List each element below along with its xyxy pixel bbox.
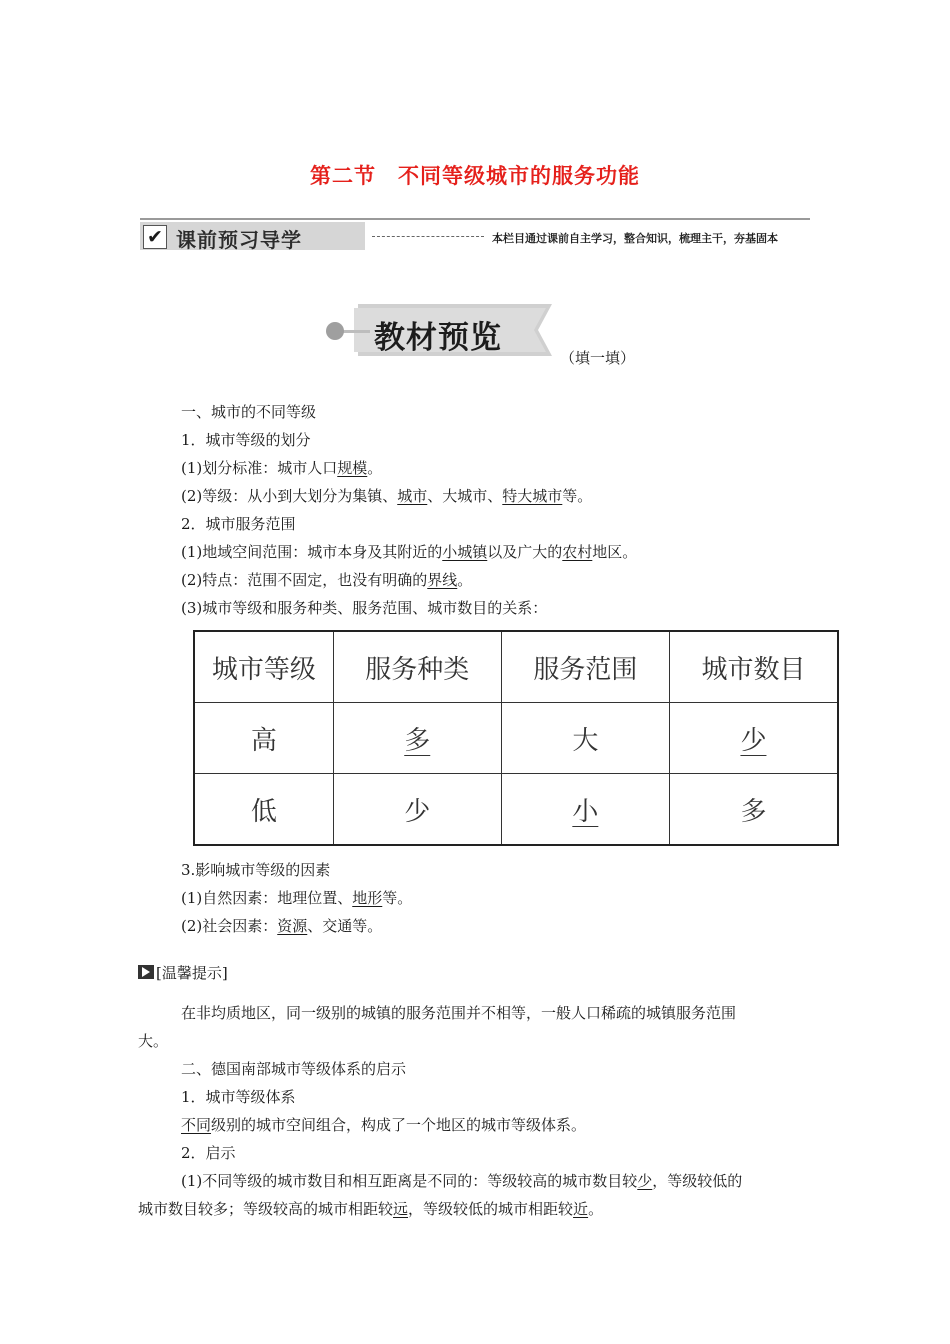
answer-blank: 城市: [397, 487, 428, 505]
answer-blank: 多: [404, 725, 431, 756]
table-header-cell: 服务种类: [333, 631, 501, 703]
tip-text: 大。: [138, 1032, 169, 1050]
text-line: (2)特点：范围不固定，也没有明确的界线。: [181, 571, 473, 589]
banner-label: 课前预习导学: [176, 228, 302, 252]
text-line: (3)城市等级和服务种类、服务范围、城市数目的关系：: [181, 599, 548, 617]
table-row: [194, 774, 838, 846]
answer-blank: 近: [573, 1200, 589, 1218]
table-cell: 大: [501, 703, 669, 774]
tip-label: [温馨提示]: [156, 964, 228, 982]
heading-1: 一、城市的不同等级: [181, 403, 317, 421]
check-icon: ✔: [143, 225, 167, 249]
banner-rule: [140, 218, 810, 220]
text-line: 不同级别的城市空间组合，构成了一个地区的城市等级体系。: [181, 1116, 587, 1134]
table-cell: 少: [333, 774, 501, 846]
answer-blank: 不同: [181, 1116, 212, 1134]
answer-blank: 小城镇: [442, 543, 488, 561]
play-icon-triangle: [142, 967, 150, 977]
table-cell: 低: [194, 774, 333, 846]
answer-blank: 特大城市: [502, 487, 563, 505]
answer-blank: 远: [393, 1200, 409, 1218]
text-line: 城市数目较多；等级较高的城市相距较远，等级较低的城市相距较近。: [138, 1200, 604, 1218]
section-badge-label: 教材预览: [374, 320, 502, 356]
badge-dot-icon: [326, 322, 344, 340]
text-line: (1)自然因素：地理位置、地形等。: [181, 889, 413, 907]
city-grade-table: [193, 630, 839, 846]
table-cell: 多: [669, 774, 838, 846]
answer-blank: 规模: [337, 459, 368, 477]
answer-blank: 资源: [277, 917, 308, 935]
section-badge-sub: （填一填）: [560, 349, 636, 367]
text-line: (1)划分标准：城市人口规模。: [181, 459, 383, 477]
text-line: (2)等级：从小到大划分为集镇、城市、大城市、特大城市等。: [181, 487, 593, 505]
table-header-row: [194, 631, 838, 703]
subheading-1-2: 2．城市服务范围: [181, 515, 296, 533]
table-cell: [501, 774, 669, 846]
subheading-2-1: 1．城市等级体系: [181, 1088, 296, 1106]
answer-blank: 地形: [352, 889, 383, 907]
text-line: (1)地域空间范围：城市本身及其附近的小城镇以及广大的农村地区。: [181, 543, 638, 561]
answer-blank: 小: [572, 796, 599, 827]
table-header-cell: 服务范围: [501, 631, 669, 703]
text-line: (1)不同等级的城市数目和相互距离是不同的：等级较高的城市数目较少，等级较低的: [181, 1172, 743, 1190]
tip-text: 在非均质地区，同一级别的城镇的服务范围并不相等，一般人口稀疏的城镇服务范围: [181, 1004, 737, 1022]
table-cell: [669, 703, 838, 774]
subheading-1-3: 3.影响城市等级的因素: [181, 861, 331, 879]
subheading-1-1: 1．城市等级的划分: [181, 431, 311, 449]
page-title: 第二节 不同等级城市的服务功能: [310, 164, 640, 188]
answer-blank: 少: [740, 725, 767, 756]
subheading-2-2: 2．启示: [181, 1144, 236, 1162]
answer-blank: 少: [637, 1172, 653, 1190]
banner-note: 本栏目通过课前自主学习，整合知识，梳理主干，夯基固本: [492, 232, 778, 245]
heading-2: 二、德国南部城市等级体系的启示: [181, 1060, 407, 1078]
table-cell: [333, 703, 501, 774]
table-header-cell: 城市等级: [194, 631, 333, 703]
banner-dashed-line: [372, 236, 484, 237]
answer-blank: 农村: [562, 543, 593, 561]
table-row: [194, 703, 838, 774]
answer-blank: 界线: [427, 571, 458, 589]
table-cell: 高: [194, 703, 333, 774]
table-header-cell: 城市数目: [669, 631, 838, 703]
text-line: (2)社会因素：资源、交通等。: [181, 917, 383, 935]
